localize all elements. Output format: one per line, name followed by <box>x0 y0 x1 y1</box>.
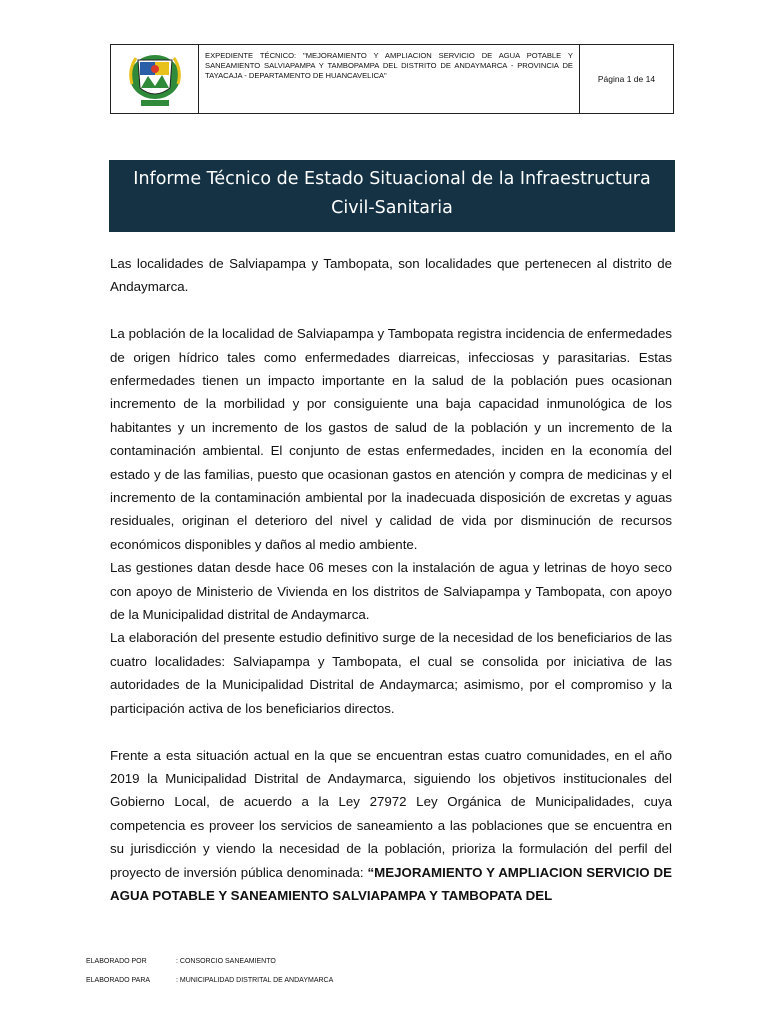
prepared-for-value: : MUNICIPALIDAD DISTRITAL DE ANDAYMARCA <box>176 977 334 984</box>
section-title: Informe Técnico de Estado Situacional de la Infraestructura Civil-Sanitaria <box>133 169 651 218</box>
paragraph-5-text: Frente a esta situación actual en la que se encuentran estas cuatro comunidades, en el año 2019 la Municipalidad Distrital de Andaymarca, siguiendo los objetivos institucionales del Gobierno Local, de acuerdo a la Ley 27972 Ley Orgánica de Municipalidades, cuya competencia es proveer los servicios de saneamiento a las poblaciones que se encuentra en su jurisdicción y viendo la necesidad de la población, prioriza la formulación del perfil del proyecto de inversión pública denominada: <box>110 747 672 880</box>
prepared-by-value: : CONSORCIO SANEAMIENTO <box>176 958 276 965</box>
paragraph-1: Las localidades de Salviapampa y Tambopata, son localidades que pertenecen al distrito de Andaymarca. <box>110 256 672 295</box>
project-name-bold: “MEJORAMIENTO Y AMPLIACION SERVICIO DE AGUA POTABLE Y SANEAMIENTO SALVIAPAMPA Y TAMBOPATA DEL <box>110 864 672 903</box>
project-title: EXPEDIENTE TÉCNICO: "MEJORAMIENTO Y AMPLIACION SERVICIO DE AGUA POTABLE Y SANEAMIENTO SALVIAPAMPA Y TAMBOPAMPA DEL DISTRITO DE ANDAYMARCA - PROVINCIA DE TAYACAJA - DEPARTAMENTO DE HUANCAVELICA" <box>199 45 580 113</box>
paragraph-4: La elaboración del presente estudio definitivo surge de la necesidad de los beneficiarios de las cuatro localidades: Salviapampa y Tambopata, el cual se consolida por iniciativa de las autoridades de la Municipalidad Distrital de Andaymarca; asimismo, por el compromiso y la participación activa de los beneficiarios directos. <box>110 630 672 716</box>
document-footer <box>86 952 333 990</box>
paragraph-3: Las gestiones datan desde hace 06 meses con la instalación de agua y letrinas de hoyo seco con apoyo de Ministerio de Vivienda en los distritos de Salviapampa y Tambopata, con apoyo de la Municipalidad distrital de Andaymarca. <box>110 560 672 623</box>
municipal-logo-cell <box>111 45 199 113</box>
municipal-crest-logo <box>124 48 186 110</box>
paragraph-5 <box>110 744 672 908</box>
prepared-by-label: ELABORADO POR <box>86 958 147 965</box>
page-number: Página 1 de 14 <box>597 74 656 84</box>
footer-row-prepared-by <box>86 952 333 971</box>
paragraph-2: La población de la localidad de Salviapampa y Tambopata registra incidencia de enfermedades de origen hídrico tales como enfermedades diarreicas, infecciosas y parasitarias. Estas enfermedades tienen un impacto importante en la salud de la población pues ocasionan incremento de la morbilidad y por consiguiente una baja capacidad inmunológica de los habitantes y un incremento de los gastos de salud de la población y un incremento de la contaminación ambiental. El conjunto de estas enfermedades, inciden en la economía del estado y de las familias, puesto que ocasionan gastos en atención y compra de medicinas y el incremento de la contaminación ambiental por la inadecuada disposición de excretas y aguas residuales, originan el deterioro del nivel y calidad de vida por disminución de recursos económicos disponibles y daños al medio ambiente. <box>110 326 672 552</box>
section-banner <box>109 160 675 232</box>
report-body <box>110 252 672 907</box>
prepared-for-label: ELABORADO PARA <box>86 977 151 984</box>
footer-row-prepared-for <box>86 971 333 990</box>
document-header <box>110 44 674 114</box>
